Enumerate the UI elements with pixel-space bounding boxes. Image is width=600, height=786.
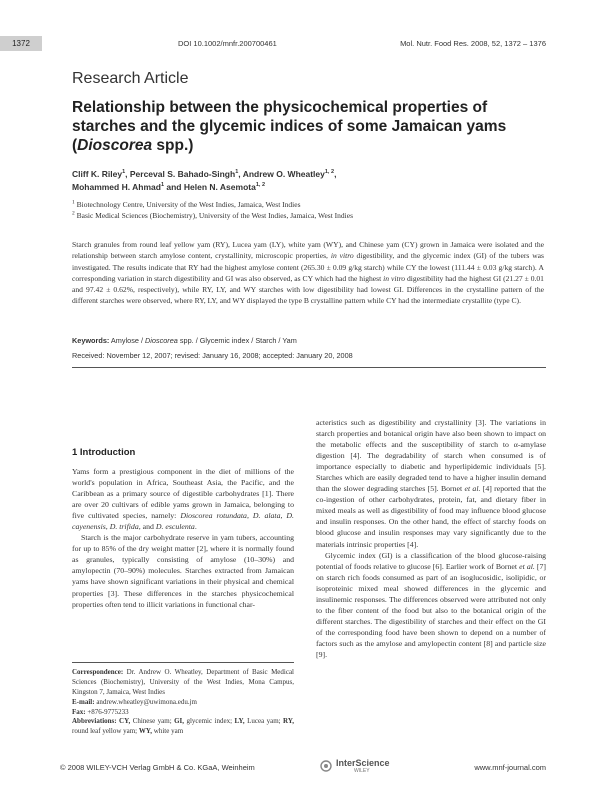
- left-column: [72, 466, 294, 610]
- interscience-logo: InterScience WILEY: [318, 757, 428, 773]
- footnote-divider: [72, 662, 294, 663]
- divider: [72, 367, 546, 368]
- author-list: Cliff K. Riley$^1$, Perceval S. Bahado-Singh$^1$, Andrew O. Wheatley$^{1, 2}$, Mohammed H. Ahmad$^1$ and Helen N. Asemota$^{1, 2}$: [72, 169, 337, 192]
- author: Andrew O. Wheatley$^{1, 2}$: [242, 169, 335, 179]
- received-dates: Received: November 12, 2007; revised: January 16, 2008; accepted: January 20, 2008: [72, 351, 353, 360]
- paragraph: Glycemic index (GI) is a classification of the blood glucose-raising potential of foods relative to glucose [6]. Earlier work of Bornet et al. [7] on starch rich foods consumed as part of an isoglucosidic, isolipidic, or isoproteinic mixed meal showed differences in the glycemic and insulinemic responses. The differences observed were attributed not only to the fiber content of the food but also to the botanical origin of the different starches. The digestibility of starches and their effect on the GI of the corresponding food have been shown to depend on a number of factors such as the amylose and amylopectin content [8] and particle size [9].: [316, 550, 547, 659]
- abbreviations: Abbreviations: CY, Chinese yam; GI, glycemic index; LY, Lucea yam; RY, round leaf yellow yam; WY, white yam: [72, 717, 295, 735]
- section-heading: 1 Introduction: [72, 447, 136, 458]
- correspondence: Correspondence: Dr. Andrew O. Wheatley, Department of Basic Medical Sciences (Biochemistry), University of the West Indies, Mona Campus, Kingston 7, Jamaica, West Indies E-mail: andrew.wheatley@uwimona.edu.jm Fax: +876-9775233: [72, 668, 294, 716]
- author: Mohammed H. Ahmad$^1$: [72, 182, 165, 192]
- abstract: Starch granules from round leaf yellow yam (RY), Lucea yam (LY), white yam (WY), and Chinese yam (CY) grown in Jamaica were isolated and the relationship between starch amylose content, crystallinity, microscopic properties, in vitro digestibility, and the glycemic index (GI) of the tubers was investigated. The results indicate that RY had the highest amylose content (265.30 ± 0.09 g/kg starch) while CY the lowest (111.44 ± 0.03 g/kg starch). A corresponding variation in starch digestibility and GI was also observed, as CY which had the highest in vitro digestibility had the highest GI (21.27 ± 0.01 and 97.42 ± 0.62%, respectively), while RY, LY, and WY starches with low digestibility had lowest GI. Differences in the crystalline pattern of the different starches were observed, where RY, LY, and WY displayed the type B crystalline pattern while CY had the intermediate crystallite (type C).: [72, 240, 544, 306]
- keywords: Keywords: Amylose / Dioscorea spp. / Glycemic index / Starch / Yam: [72, 336, 297, 345]
- page-number: 1372: [0, 36, 42, 51]
- doi[interactable]: DOI 10.1002/mnfr.200700461: [178, 39, 277, 48]
- copyright: © 2008 WILEY-VCH Verlag GmbH & Co. KGaA, Weinheim: [60, 763, 255, 772]
- logo-swirl-icon: [318, 757, 334, 773]
- affiliation: $^1$ Biotechnology Centre, University of the West Indies, Jamaica, West Indies: [72, 199, 301, 209]
- article-type: Research Article: [72, 70, 189, 87]
- author: Cliff K. Riley$^1$: [72, 169, 126, 179]
- paragraph: Yams form a prestigious component in the diet of millions of the world's population in Africa, Southeast Asia, the Pacific, and the Caribbean as a primary source of digestible carbohydrates [1]. There are over 20 cultivars of edible yams grown in Jamaica, belonging to five cultivated species, namely: Dioscorea rotundata, D. alata, D. cayenensis, D. trifida, and D. esculenta.: [72, 467, 294, 532]
- author: Helen N. Asemota$^{1, 2}$: [183, 182, 266, 192]
- paragraph: acteristics such as digestibility and crystallinity [3]. The variations in starch properties and botanical origin have also been shown to impact on the metabolic effects and the susceptibility of starch to α-amylase digestion [4]. The degradability of starch when consumed is of importance especially to diabetic and hyperlipidemic individuals [5]. Starches which are easily degraded tend to have a higher insulin demand than the slower degrading starches [5]. Bornet et al. [4] reported that the co-ingestion of other carbohydrates, protein, fat, and dietary fiber in mixed meals as well as digestibility of food may influence blood glucose and insulin responses. On the other hand, the effect of starchy foods on blood glucose and insulin responses may vary significantly due to the materials intrinsic properties [4].: [316, 418, 546, 549]
- paragraph: Starch is the major carbohydrate reserve in yam tubers, accounting for up to 85% of the dry weight matter [2], where it is normally found as granules, typically consisting of amylose (10–30%) and amylopectin (70–90%) molecules. Starches extracted from Jamaican yams have shown significant variations in their physical and chemical properties [3]. These differences in the starches physicochemical properties often tend to illicit variations in functional char-: [72, 533, 294, 609]
- journal-citation: Mol. Nutr. Food Res. 2008, 52, 1372 – 1376: [400, 39, 546, 48]
- email-link[interactable]: andrew.wheatley@uwimona.edu.jm: [94, 698, 197, 706]
- journal-url[interactable]: www.mnf-journal.com: [474, 763, 546, 772]
- article-title: Relationship between the physicochemical properties of starches and the glycemic indices of some Jamaican yams (Dioscorea spp.): [72, 99, 507, 154]
- author: Perceval S. Bahado-Singh$^1$: [129, 169, 239, 179]
- affiliation: $^2$ Basic Medical Sciences (Biochemistry), University of the West Indies, Jamaica, West Indies: [72, 210, 353, 220]
- right-column: [316, 417, 546, 660]
- affiliations: [72, 199, 353, 221]
